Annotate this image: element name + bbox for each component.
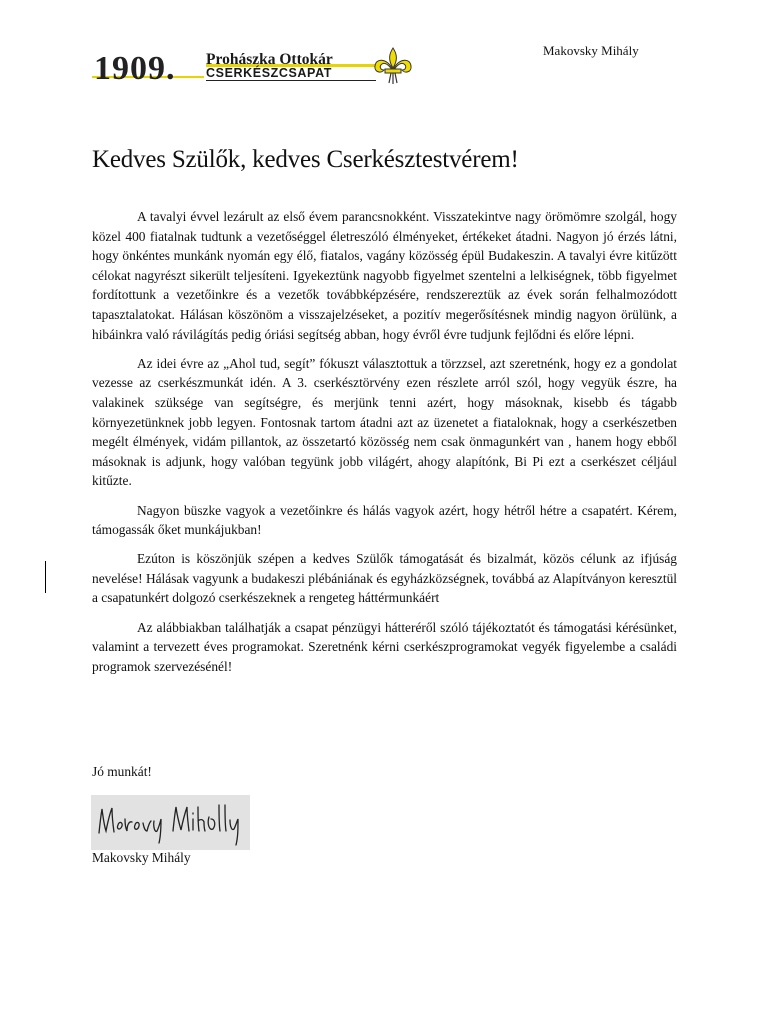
paragraph: Az alábbiakban találhatják a csapat pénzügyi hátteréről szóló tájékoztatót és támogatási kérésünket, valamint a tervezett éves programokat. Szeretnénk kérni cserkészprogramokat vegyék figyelembe a családi programok szervezésénél! [92, 619, 677, 674]
signer-name: Makovsky Mihály [92, 850, 191, 865]
logo-name: Prohászka Ottokár [206, 51, 333, 68]
text-cursor [45, 561, 46, 593]
closing-line: Jó munkát! [92, 764, 152, 779]
paragraph: Nagyon büszke vagyok a vezetőinkre és hálás vagyok azért, hogy hétről hétre a csapatért. Kérem, támogassák őket munkájukban! [92, 502, 677, 538]
logo-year: 1909. [94, 50, 176, 87]
letter-body [92, 207, 677, 686]
logo-troop: CSERKÉSZCSAPAT [206, 66, 376, 81]
paragraph: Az idei évre az „Ahol tud, segít” fókuszt választottuk a törzzsel, azt szeretnénk, hogy ez a gondolat vezesse az cserkészmunkát idén. A 3. cserkésztörvény ezen részlete arról szól, hogy vegyük észre, ha valakinek szüksége van segítségre, és merjünk tenni azért, hogy másoknak, kisebb és tágabb környezetünknek jobb legyen. Fontosnak tartom átadni azt az üzenetet a fiataloknak, hogy a cserkészetben megélt élmények, vidám pillantok, az összetartó közösség nem csak önmagunkért van , hanem hogy ebből másoknak is adjunk, hogy valóban tegyünk jobb világért, ahogy alapítónk, Bi Pi ezt a cserkészet céljául kitűzte. [92, 355, 677, 489]
letter-title: Kedves Szülők, kedves Cserkésztestvérem! [92, 146, 519, 173]
handwritten-signature [91, 795, 250, 850]
paragraph: A tavalyi évvel lezárult az első évem parancsnokként. Visszatekintve nagy örömömre szolgál, hogy közel 400 fiatalnak tudtunk a vezetőséggel életreszóló élményeket, értékeket átadni. Nagyon jó érzés látni, hogy önkéntes munkánk nyomán egy élő, fiatalos, vagány közösség épül Budakeszin. A tavalyi évre kitűzött célokat nagyrészt sikerült teljesíteni. Igyekeztünk nagyobb figyelmet szentelni a lelkiségnek, több figyelmet fordítottunk a vezetőinkre és a vezetők továbbképzésére, rendszereztük az évek során felhalmozódott tapasztalatokat. Hálásan köszönöm a visszajelzéseket, a pozitív megerősítésnek mindig nagyon örülünk, a hibáinkra való rávilágítás pedig óriási segítség abban, hogy évről évre tudjunk fejlődni és előre lépni. [92, 209, 677, 342]
header-author-name: Makovsky Mihály [543, 43, 639, 58]
paragraph: Ezúton is köszönjük szépen a kedves Szülők támogatását és bizalmát, közös célunk az ifjúság nevelése! Hálásak vagyunk a budakeszi plébániának és egyházközségnek, továbbá az Alapítványon keresztül a csapatunkért dolgozó cserkészeknek a rengeteg háttérmunkáért [92, 551, 677, 606]
troop-logo [90, 48, 420, 88]
fleur-de-lis-icon [372, 46, 414, 86]
